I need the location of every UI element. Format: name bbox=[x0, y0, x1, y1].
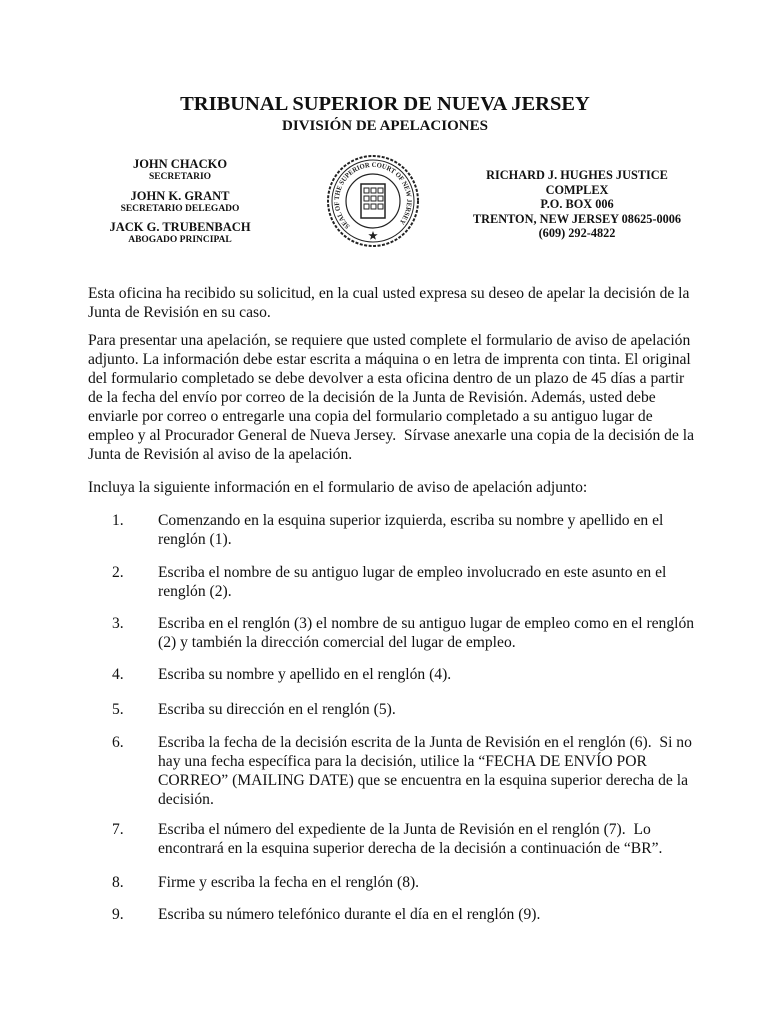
address-line: (609) 292-4822 bbox=[538, 226, 616, 240]
paragraph-list-intro: Incluya la siguiente información en el formulario de aviso de apelación adjunto: bbox=[88, 479, 588, 496]
list-item: Escriba la fecha de la decisión escrita de la Junta de Revisión en el renglón (6). Si no hay una fecha específica para la decisión, utilice la “FECHA DE ENVÍO POR CORREO” (MAILING DATE) que se encuentra en la esquina superior derecha de la decisión. bbox=[158, 734, 692, 808]
address-line: TRENTON, NEW JERSEY 08625-0006 bbox=[472, 211, 682, 226]
list-number: 5. bbox=[112, 701, 124, 718]
list-number: 2. bbox=[112, 564, 124, 581]
list-number: 3. bbox=[112, 615, 124, 632]
list-number: 6. bbox=[112, 734, 124, 751]
official-name: JOHN K. GRANT bbox=[130, 189, 230, 203]
list-number: 1. bbox=[112, 512, 124, 529]
list-item: Escriba en el renglón (3) el nombre de su antiguo lugar de empleo como en el renglón (2) y también la dirección comercial del lugar de empleo. bbox=[158, 615, 695, 651]
list-item: Escriba su nombre y apellido en el renglón (4). bbox=[158, 666, 452, 683]
list-number: 8. bbox=[112, 874, 124, 891]
list-item: Comenzando en la esquina superior izquierda, escriba su nombre y apellido en el renglón (1). bbox=[158, 512, 664, 548]
address-line: COMPLEX bbox=[545, 182, 609, 197]
official-name: JACK G. TRUBENBACH bbox=[109, 220, 251, 234]
document-title: TRIBUNAL SUPERIOR DE NUEVA JERSEY bbox=[180, 93, 590, 115]
star-icon bbox=[368, 231, 377, 240]
list-item: Firme y escriba la fecha en el renglón (8). bbox=[158, 874, 420, 891]
list-number: 9. bbox=[112, 906, 124, 923]
document-subtitle: DIVISIÓN DE APELACIONES bbox=[282, 118, 488, 134]
official-name: JOHN CHACKO bbox=[132, 157, 228, 171]
address-line: RICHARD J. HUGHES JUSTICE bbox=[486, 168, 668, 182]
official-role: SECRETARIO DELEGADO bbox=[120, 204, 240, 214]
address-line: P.O. BOX 006 bbox=[540, 197, 614, 211]
list-number: 7. bbox=[112, 821, 124, 838]
paragraph-instructions: Para presentar una apelación, se requiere que usted complete el formulario de aviso de apelación adjunto. La información debe estar escrita a máquina o en letra de imprenta con tinta. El original del formulario completado se debe devolver a esta oficina dentro de un plazo de 45 días a partir de la fecha del envío por correo de la decisión de la Junta de Revisión. Además, usted debe enviarle por correo o entregarle una copia del formulario completado a su antiguo lugar de empleo y al Procurador General de Nueva Jersey. Sírvase anexarle una copia de la decisión de la Junta de Revisión al aviso de la apelación. bbox=[88, 332, 695, 463]
list-item: Escriba el número del expediente de la Junta de Revisión en el renglón (7). Lo encontrará en la esquina superior derecha de la decisión a continuación de “BR”. bbox=[158, 821, 663, 857]
list-item: Escriba el nombre de su antiguo lugar de empleo involucrado en este asunto en el renglón (2). bbox=[158, 564, 667, 600]
official-role: ABOGADO PRINCIPAL bbox=[128, 235, 232, 245]
list-number: 4. bbox=[112, 666, 124, 683]
list-item: Escriba su número telefónico durante el día en el renglón (9). bbox=[158, 906, 541, 923]
seal-lettering: SEAL OF THE SUPERIOR COURT OF NEW JERSEY bbox=[332, 160, 414, 231]
paragraph-intro: Esta oficina ha recibido su solicitud, en la cual usted expresa su deseo de apelar la decisión de la Junta de Revisión en su caso. bbox=[88, 285, 690, 321]
court-address bbox=[467, 168, 687, 241]
list-item: Escriba su dirección en el renglón (5). bbox=[158, 701, 396, 718]
official-role: SECRETARIO bbox=[148, 172, 212, 182]
court-seal-logo bbox=[326, 154, 420, 253]
